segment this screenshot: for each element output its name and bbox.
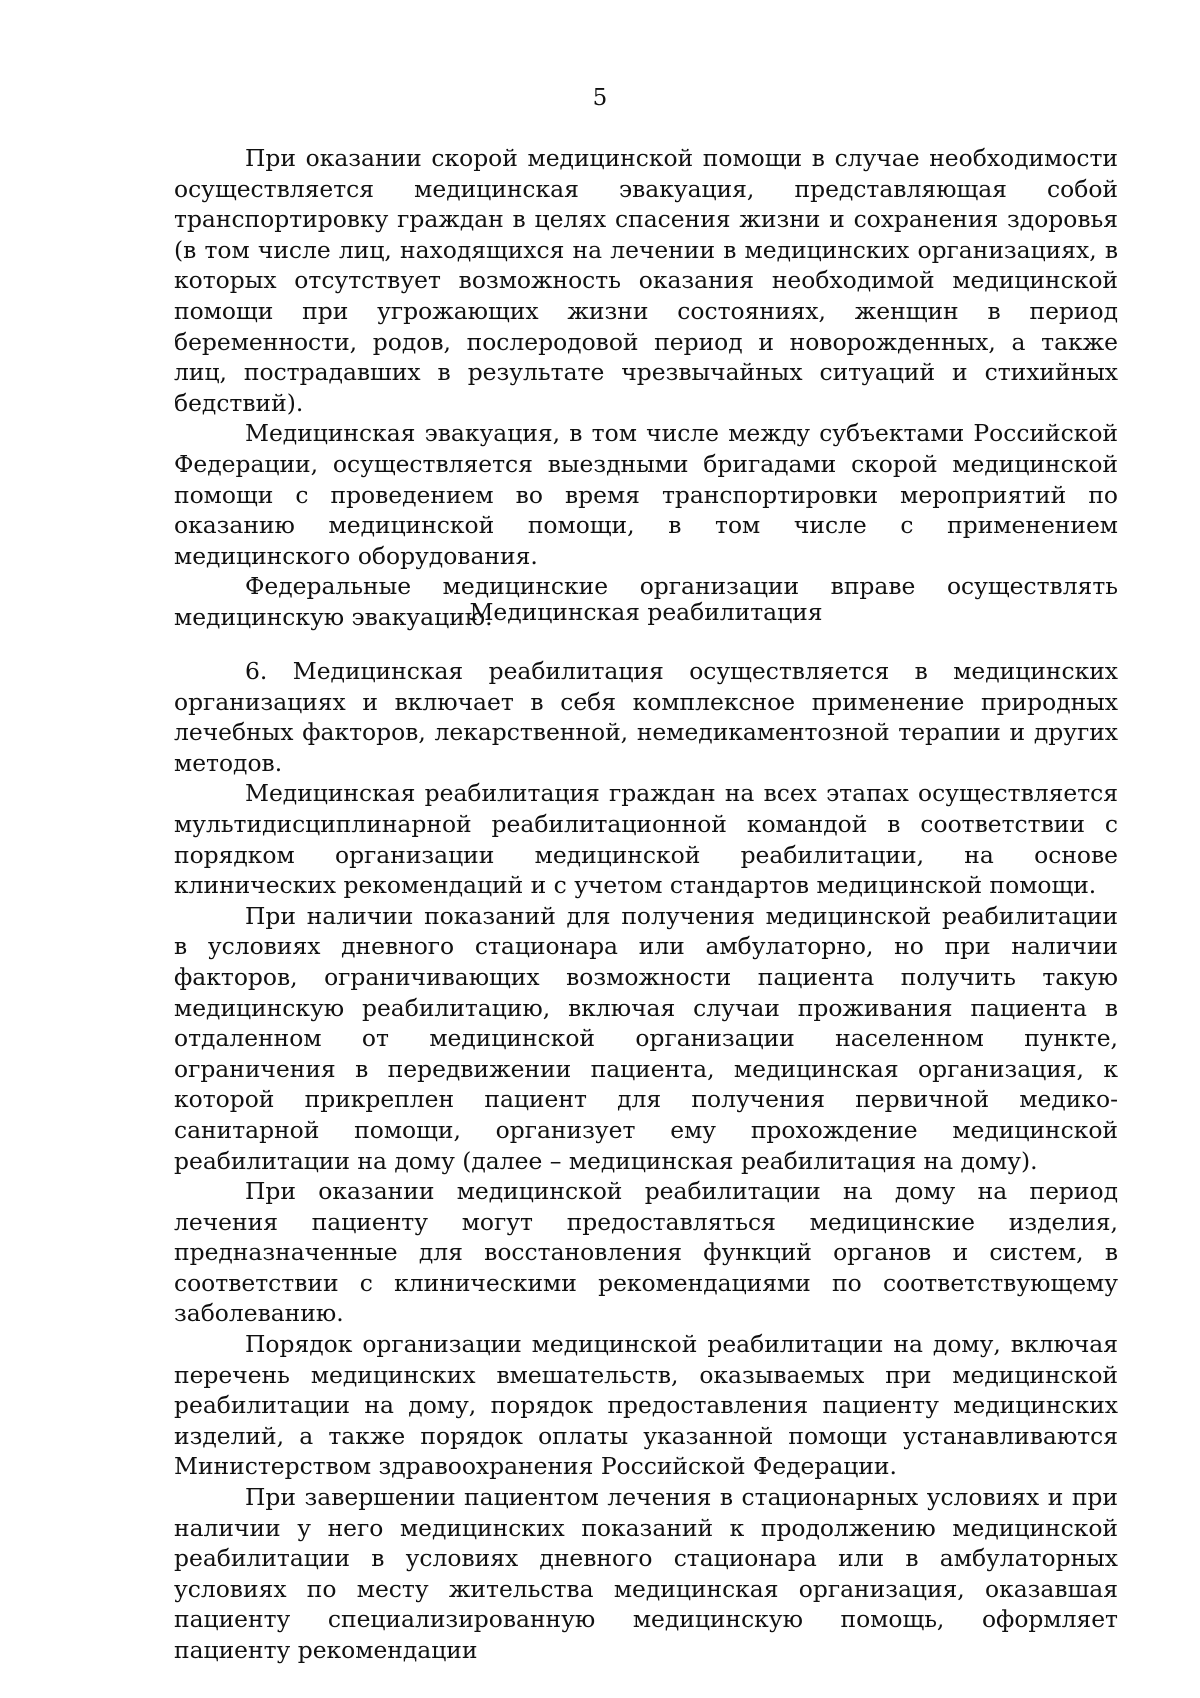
paragraph: При завершении пациентом лечения в стационарных условиях и при наличии у него медицинских показаний к продолжению медицинской реабилитации в условиях дневного стационара или в амбулаторных условиях по месту жительства медицинская организация, оказавшая пациенту специализированную медицинскую помощь, оформляет пациенту рекомендации	[174, 1483, 1118, 1664]
page-number: 5	[592, 85, 608, 111]
paragraph: При оказании скорой медицинской помощи в случае необходимости осуществляется медицинская эвакуация, представляющая собой транспортировку граждан в целях спасения жизни и сохранения здоровья (в том числе лиц, находящихся на лечении в медицинских организациях, в которых отсутствует возможность оказания необходимой медицинской помощи при угрожающих жизни состояниях, женщин в период беременности, родов, послеродовой период и новорожденных, а также лиц, пострадавших в результате чрезвычайных ситуаций и стихийных бедствий).	[174, 144, 1118, 417]
paragraph: Федеральные медицинские организации вправе осуществлять медицинскую эвакуацию.	[174, 572, 1118, 631]
paragraph: Медицинская эвакуация, в том числе между субъектами Российской Федерации, осуществляется выездными бригадами скорой медицинской помощи с проведением во время транспортировки мероприятий по оказанию медицинской помощи, в том числе с применением медицинского оборудования.	[174, 419, 1118, 570]
paragraph: Медицинская реабилитация граждан на всех этапах осуществляется мультидисциплинарной реабилитационной командой в соответствии с порядком организации медицинской реабилитации, на основе клинических рекомендаций и с учетом стандартов медицинской помощи.	[174, 779, 1118, 900]
section-heading: Медицинская реабилитация	[469, 598, 823, 626]
paragraph: Порядок организации медицинской реабилитации на дому, включая перечень медицинских вмешательств, оказываемых при медицинской реабилитации на дому, порядок предоставления пациенту медицинских изделий, а также порядок оплаты указанной помощи устанавливаются Министерством здравоохранения Российской Федерации.	[174, 1330, 1118, 1481]
text-block-evacuation	[174, 143, 1118, 633]
paragraph: При оказании медицинской реабилитации на дому на период лечения пациенту могут предоставляться медицинские изделия, предназначенные для восстановления функций органов и систем, в соответствии с клиническими рекомендациями по соответствующему заболеванию.	[174, 1177, 1118, 1328]
text-block-rehabilitation	[174, 656, 1118, 1666]
paragraph: 6. Медицинская реабилитация осуществляется в медицинских организациях и включает в себя комплексное применение природных лечебных факторов, лекарственной, немедикаментозной терапии и других методов.	[174, 657, 1118, 777]
paragraph: При наличии показаний для получения медицинской реабилитации в условиях дневного стационара или амбулаторно, но при наличии факторов, ограничивающих возможности пациента получить такую медицинскую реабилитацию, включая случаи проживания пациента в отдаленном от медицинской организации населенном пункте, ограничения в передвижении пациента, медицинская организация, к которой прикреплен пациент для получения первичной медико-санитарной помощи, организует ему прохождение медицинской реабилитации на дому (далее – медицинская реабилитация на дому).	[174, 901, 1118, 1175]
